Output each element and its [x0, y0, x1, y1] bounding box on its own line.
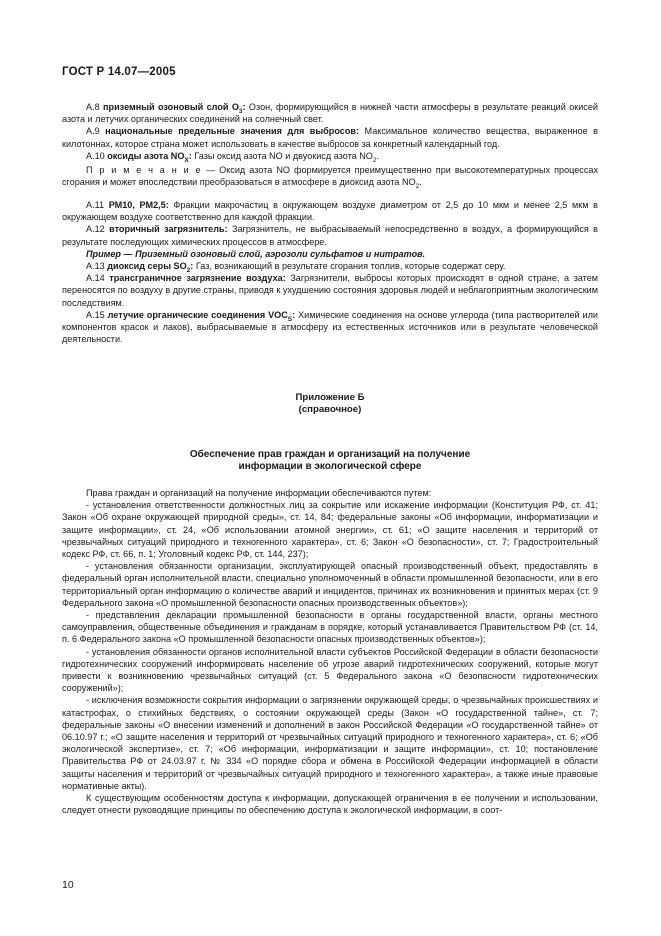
term-a15: А.15 летучие органические соединения $VOC_S$: Химические соединения на основе углерода (типа растворителей или компонентов красок и лаков), выбрасываемые в атмосферу из естественных источников или в результате человеческой деятельности. [62, 309, 598, 345]
term-a9: А.9 национальные предельные значения для выбросов: Максимальное количество вещества, выраженное в килотоннах, которое страна может использовать в качестве выбросов за конкретный календарный год. [62, 126, 598, 149]
term-a14: А.14 трансграничное загрязнение воздуха: Загрязнители, выбросы которых происходят в одной стране, а затем переносятся по воздуху в другие страны, приводя к ухудшению состояния здоровья людей и неблагоприятным экологическим последствиям. [62, 273, 599, 308]
body-paragraph: К существующим особенностям доступа к информации, допускающей ограничения в ее получении и использовании, следует отнести руководящие принципы по обеспечению доступа к экологической информации, в соот- [62, 793, 598, 816]
section-heading: Обеспечение прав граждан и организаций на получение информации в экологической сфере [189, 449, 471, 473]
note: П р и м е ч а н и е — Оксид азота NO формируется преимущественно при высокотемпературных процессах сгорания и может впоследствии преобразоваться в атмосфере в диоксид азота $NO_2$. [62, 165, 599, 191]
appendix-heading [62, 392, 598, 417]
term-a12: А.12 вторичный загрязнитель: Загрязнитель, не выбрасываемый непосредственно в воздух, а формирующийся в результате последующих химических процессов в атмосфере. [62, 224, 598, 247]
term-title: трансграничное загрязнение воздуха: [109, 273, 286, 284]
page-number: 10 [62, 879, 74, 891]
example-label: Пример — Приземный озоновый слой, аэрозоли сульфатов и нитратов. [86, 248, 426, 259]
term-a13: А.13 диоксид серы $SO_2$: Газ, возникающий в результате сгорания топлив, которые содержат серу. [86, 261, 506, 274]
body-paragraph: - установления ответственности должностных лиц за сокрытие или искажение информации (Конституция РФ, ст. 41; Закон «Об охране окружающей природной среды», ст. 14, 84; федеральные законы «Об информации, информатизации и защите информации», ст. 24, «Об использовании атомной энергии», ст. 61; «О защите населения и территорий от чрезвычайных ситуаций природного и техногенного характера», ст. 6; Закон «О безопасности», ст. 7; Градостроительный кодекс РФ, ст. 66, п. 1; Уголовный кодекс РФ, ст. 144, 237); [62, 500, 598, 560]
note-block [62, 164, 599, 191]
term-title: РМ10, РМ2,5: [108, 200, 169, 210]
body-paragraph: - представления декларации промышленной безопасности в органы государственной власти, органы местного самоуправления, общественные объединения и гражданам в порядке, который устанавливается Правительством РФ (ст. 14, п. 6 Федерального закона «О промышленной безопасности опасных производственных объектов»); [62, 610, 598, 645]
terms-block-1 [62, 101, 598, 162]
document-header: ГОСТ Р 14.07—2005 [62, 66, 176, 78]
body-paragraph: Права граждан и организаций на получение информации обеспечиваются путем: [86, 488, 432, 498]
note-label: П р и м е ч а н и е [86, 165, 202, 175]
term-a8: А.8 приземный озоновый слой $О_3$: Озон, формирующийся в нижней части атмосферы в результате реакций окисей азота и летучих органических соединений на солнечный свет. [62, 102, 598, 125]
body-paragraph: - установления обязанности организации, эксплуатирующей опасный производственный объект, предоставлять в федеральный орган исполнительной власти, специально уполномоченный в области промышленной безопасности, или в его территориальный орган информацию о количестве аварий и инцидентов, причинах их возникновения и принятых мерах (ст. 9 Федерального закона «О промышленной безопасности опасных производственных объектов»); [62, 561, 598, 608]
term-title: приземный озоновый слой $О_3$: [103, 102, 246, 115]
example [62, 248, 598, 260]
term-title: вторичный загрязнитель: [109, 224, 228, 235]
term-title: оксиды азота $NO_X$: [107, 150, 192, 164]
term-title: летучие органические соединения $VOC_S$: [107, 309, 296, 323]
terms-block-2 [62, 199, 598, 345]
term-a11: А.11 РМ10, РМ2,5: Фракции макрочастиц в окружающем воздухе диаметром от 2,5 до 10 мкм и менее 2,5 мкм в окружающем воздухе соответственно для каждой фракции. [62, 200, 598, 223]
body-text [62, 487, 598, 816]
body-paragraph: - исключения возможности сокрытия информации о загрязнении окружающей среды, о чрезвычайных происшествиях и катастрофах, о стихийных бедствиях, о состоянии окружающей среды (Закон «О государственной тайне», ст. 7; федеральные законы «О внесении изменений и дополнений в закон Российской Федерации «О государственной тайне» от 06.10.97 г.; «О защите населения и территорий от чрезвычайных ситуаций природного и техногенного характера», ст. 6; «Об экологической экспертизе», ст. 7; «Об информации, информатизации и защите информации», ст. 10; постановление Правительства РФ от 24.03.97 г. № 334 «О порядке сбора и обмена в Российской Федерации информацией в области защиты населения и территорий от чрезвычайных ситуаций природного и техногенного характера», а также иные правовые нормативные акты). [62, 695, 598, 791]
appendix-title: Приложение Б [295, 392, 365, 403]
term-title: национальные предельные значения для выбросов: [105, 126, 359, 137]
term-a10: А.10 оксиды азота $NO_X$: Газы оксид азота NO и двуокисд азота $NO_2$. [86, 150, 380, 164]
body-paragraph: - установления обязанности органов исполнительной власти субъектов Российской Федерации в области безопасности гидротехнических сооружений информировать население об угрозе аварий гидротехнических сооружений, которые могут привести к возникновению чрезвычайных ситуаций (ст. 5 Федерального закона «О безопасности гидротехнических сооружений»); [62, 646, 598, 694]
term-title: диоксид серы $SO_2$: [107, 261, 194, 274]
appendix-subtitle: (справочное) [298, 404, 362, 416]
